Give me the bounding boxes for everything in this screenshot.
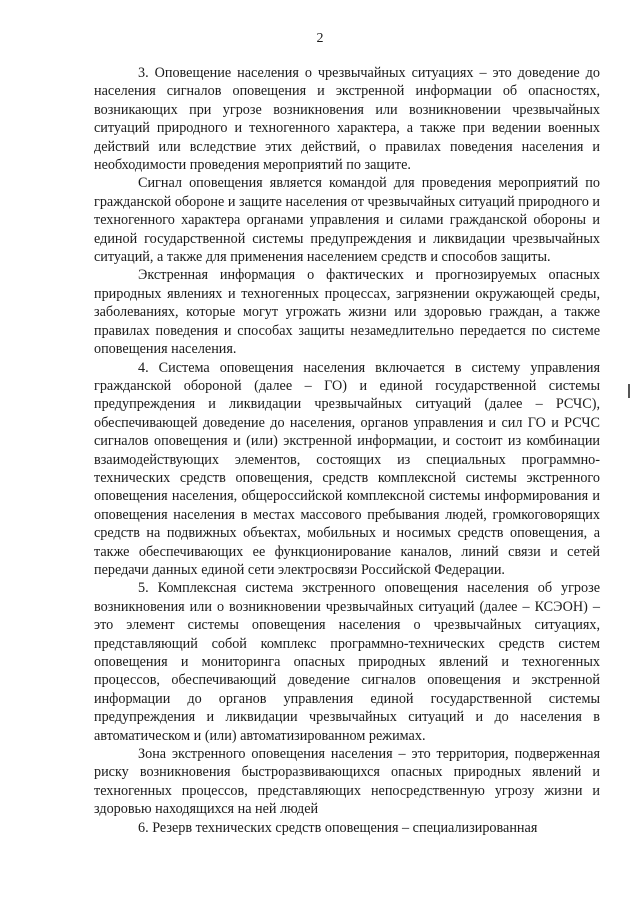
paragraph-4-notification-system: 4. Система оповещения населения включается в систему управления гражданской обороной (далее – ГО) и единой государственной системы предупреждения и ликвидации чрезвычайных ситуаций (далее – РСЧС), обеспечивающей доведение до населения, органов управления и сил ГО и РСЧС сигналов оповещения и (или) экстренной информации, и состоит из комбинации взаимодействующих элементов, состоящих из специальных программно-технических средств оповещения, средств комплексной системы экстренного оповещения населения, общероссийской комплексной системы информирования и оповещения населения в местах массового пребывания людей, громкоговорящих средств на подвижных объектах, мобильных и носимых средств оповещения, а также обеспечивающих ее функционирование каналов, линий связи и сетей передачи данных единой сети электросвязи Российской Федерации. <box>94 359 600 578</box>
document-body <box>94 64 600 837</box>
paragraph-emergency-zone: Зона экстренного оповещения населения – это территория, подверженная риску возникновения быстроразвивающихся опасных природных явлений и техногенных процессов, представляющих непосредственную угрозу жизни и здоровью находящихся на ней людей <box>94 746 600 818</box>
paragraph-emergency-information: Экстренная информация о фактических и прогнозируемых опасных природных явлениях и техногенных процессах, загрязнении окружающей среды, заболеваниях, которые могут угрожать жизни или здоровью граждан, а также правилах поведения и способах защиты незамедлительно передается по системе оповещения населения. <box>94 267 600 358</box>
page-number: 2 <box>316 31 324 46</box>
paragraph-alert-signal: Сигнал оповещения является командой для проведения мероприятий по гражданской обороне и защите населения от чрезвычайных ситуаций природного и техногенного характера органами управления и силами гражданской обороны и единой государственной системы предупреждения и ликвидации чрезвычайных ситуаций, а также для применения населением средств и способов защиты. <box>94 175 600 266</box>
paragraph-3-notification-definition: 3. Оповещение населения о чрезвычайных ситуациях – это доведение до населения сигналов оповещения и экстренной информации об опасностях, возникающих при угрозе возникновения или возникновении чрезвычайных ситуаций природного и техногенного характера, а также при ведении военных действий или вследствие этих действий, о правилах поведения населения и необходимости проведения мероприятий по защите. <box>94 65 600 174</box>
paragraph-6-reserve: 6. Резерв технических средств оповещения – специализированная <box>138 819 538 836</box>
paragraph-5-ksseon: 5. Комплексная система экстренного оповещения населения об угрозе возникновения или о возникновении чрезвычайных ситуаций (далее – КСЭОН) – это элемент системы оповещения населения о чрезвычайных ситуациях, представляющий собой комплекс программно-технических средств систем оповещения и мониторинга опасных природных явлений и техногенных процессов, обеспечивающий доведение сигналов оповещения и экстренной информации до органов управления единой государственной системы предупреждения и ликвидации чрезвычайных ситуаций и до населения в автоматическом и (или) автоматизированном режимах. <box>94 580 600 744</box>
scan-margin-mark <box>628 384 630 398</box>
